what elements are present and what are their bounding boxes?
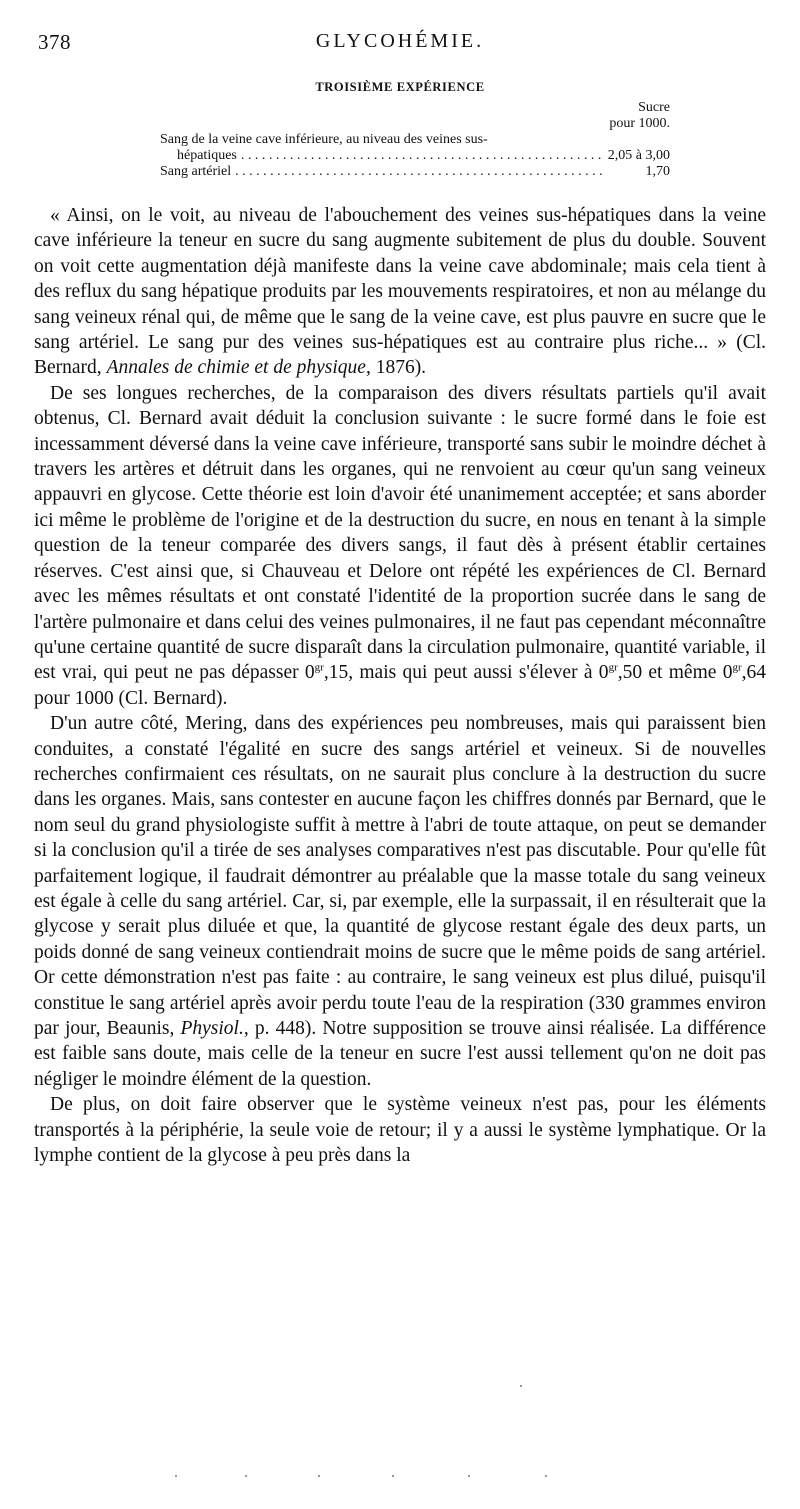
unit-superscript: gr [314, 661, 324, 674]
text-run: « Ainsi, on le voit, au niveau de l'abouchement des veines sus-hépatiques dans la veine cave inférieure la teneur en sucre du sang augmente subitement de plus du double. Souvent on voit cette augmentation déjà manifeste dans la veine cave abdominale; mais cela tient à des reflux du sang hépatique produits par les mouvements respiratoires, et non au mélange du sang veineux rénal qui, de même que le sang de la veine cave, est plus pauvre en sucre que le sang artériel. Le sang pur des veines sus-hépatiques est au contraire plus riche... » (Cl. Bernard, [34, 205, 766, 379]
text-run: D'un autre côté, Mering, dans des expériences peu nombreuses, mais qui paraissent bien conduites, a constaté l'égalité en sucre des sangs artériel et veineux. Si de nouvelles recherches confirmaient ces résultats, on ne saurait plus conclure à la destruction du sucre dans les organes. Mais, sans contester en aucune façon les chiffres donnés par Bernard, que le nom seul du grand physiologiste suffit à mettre à l'abri de toute attaque, on peut se demander si la conclusion qu'il a tirée de ses analyses comparatives n'est pas discutable. Pour qu'elle fût parfaitement logique, il faudrait démontrer au préalable que la masse totale du sang veineux est égale à celle du sang artériel. Car, si, par exemple, elle la surpassait, il en résulterait que la glycose y serait plus diluée et que, la quantité de glycose restant égale des deux parts, un poids donné de sang veineux contiendrait moins de sucre que le même poids de sang artériel. Or cette démonstration n'est pas faite : au contraire, le sang veineux est plus dilué, puisqu'il constitue le sang artériel après avoir perdu toute l'eau de la respiration (330 grammes environ par jour, Beaunis, [34, 713, 766, 1039]
row-value: 2,05 à 3,00 [607, 148, 670, 163]
text-run: De ses longues recherches, de la comparaison des divers résultats partiels qu'il avait obtenus, Cl. Bernard avait déduit la conclusion suivante : le sucre formé dans le foie est incessamment déversé dans la veine cave inférieure, transporté sans subir le moindre déchet à travers les artères et détruit dans les organes, qui ne renvoient au cœur qu'un sang veineux appauvri en glycose. Cette théorie est loin d'avoir été unanimement acceptée; et sans aborder ici même le problème de l'origine et de la destruction du sucre, en nous en tenant à la simple question de la teneur comparée des divers sangs, il faut dès à présent établir certaines réserves. C'est ainsi que, si Chauveau et Delore ont répété les expériences de Cl. Bernard avec les mêmes résultats et ont constaté l'identité de la proportion sucrée dans le sang de l'artère pulmonaire et dans celui des veines pulmonaires, il ne faut pas cependant méconnaître qu'une certaine quantité de sucre disparaît dans la circulation pulmonaire, quantité variable, il est vrai, qui peut ne pas dépasser 0 [34, 382, 766, 684]
row-label: Sang artériel [160, 164, 232, 179]
unit-superscript: gr [732, 661, 742, 674]
row-label: Sang de la veine cave inférieure, au niveau des veines sus- [160, 132, 488, 147]
body-text [34, 203, 766, 1168]
text-run: ,15, mais qui peut aussi s'élever à 0 [323, 662, 609, 684]
experiment-table [160, 100, 670, 180]
speck [468, 1475, 470, 1477]
page-header [38, 30, 762, 58]
unit-line-2: pour 1000. [609, 116, 670, 131]
leader-dots [241, 148, 604, 164]
speck [318, 1475, 320, 1477]
table-row [160, 148, 670, 164]
running-head: GLYCOHÉMIE. [315, 30, 485, 52]
leader-dots [235, 164, 641, 180]
page-number: 378 [38, 30, 71, 54]
unit-line-1: Sucre [638, 100, 670, 115]
paragraph [34, 381, 766, 711]
book-title: Physiol. [180, 1018, 244, 1039]
speck [245, 1475, 247, 1477]
text-run: De plus, on doit faire observer que le système veineux n'est pas, pour les éléments transportés à la périphérie, la seule voie de retour; il y a aussi le système lymphatique. Or la lymphe contient de la glycose à peu près dans la [34, 1094, 766, 1167]
row-label-continued: hépatiques [177, 148, 237, 163]
table-row [160, 164, 670, 180]
speck [175, 1475, 177, 1477]
table-row [160, 132, 670, 148]
speck [520, 1385, 522, 1387]
text-run: , 1876). [365, 357, 427, 379]
print-specks [0, 1380, 800, 1490]
paragraph [34, 711, 766, 1092]
unit-superscript: gr [608, 661, 618, 674]
paragraph [34, 203, 766, 381]
text-run: ,50 et même 0 [617, 662, 733, 684]
speck [545, 1475, 547, 1477]
paragraph [34, 1092, 766, 1168]
unit-header [160, 100, 670, 132]
text-run: ,64 pour 1000 (Cl. Bernard). [34, 662, 766, 709]
experiment-title: TROISIÈME EXPÉRIENCE [315, 80, 485, 94]
speck [392, 1475, 394, 1477]
row-value: 1,70 [645, 164, 670, 179]
journal-title: Annales de chimie et de physique [106, 357, 366, 379]
text-run: , p. 448). Notre supposition se trouve ainsi réalisée. La différence est faible sans doute, mais celle de la teneur en sucre l'est aussi tellement qu'on ne doit pas négliger le moindre élément de la question. [34, 1018, 767, 1090]
